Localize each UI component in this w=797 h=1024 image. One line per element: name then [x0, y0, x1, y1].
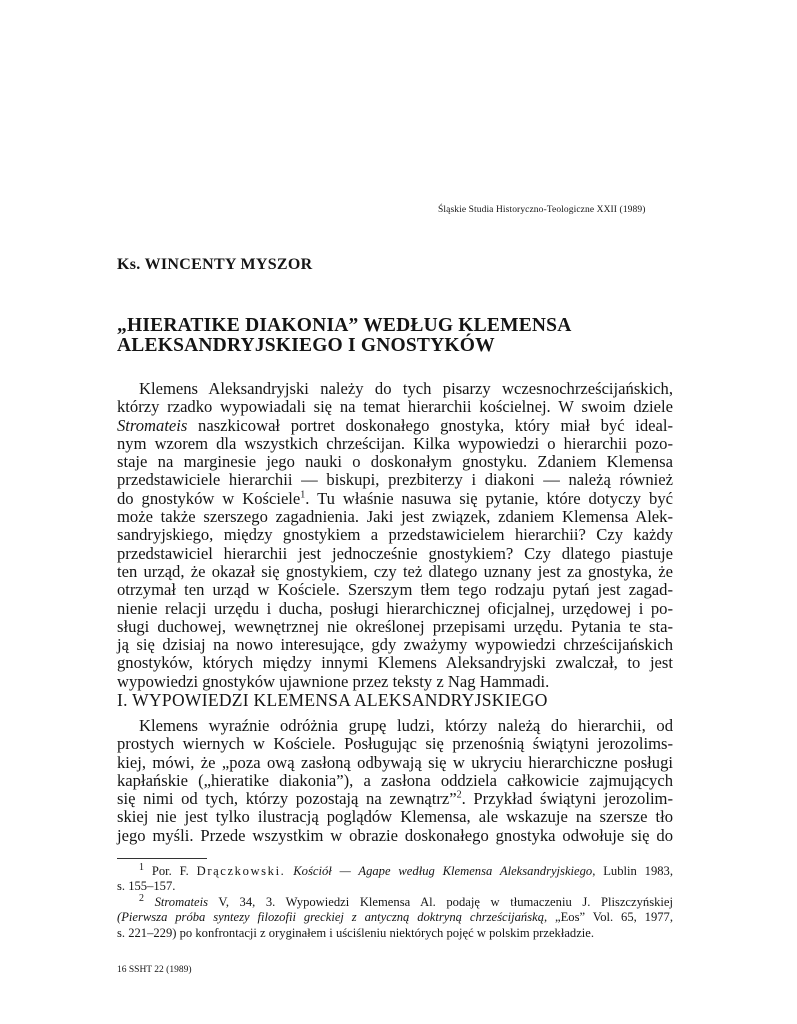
footnotes	[117, 861, 673, 941]
footnote-2-cont	[117, 910, 673, 925]
text-line: skiej nie jest tylko ilustracją poglądów Klemensa, ale wskazuje na szersze tło	[117, 807, 673, 827]
text-line: otrzymał ten urząd w Kościele. Szerszym tłem tego rodzaju pytań jest zagad-	[117, 580, 673, 600]
text-segment: . Tu właśnie nasuwa się pytanie, które dotyczy być	[305, 488, 673, 508]
work-title: Stromateis	[117, 415, 188, 435]
title-line-2: ALEKSANDRYJSKIEGO I GNOSTYKÓW	[117, 335, 495, 356]
text-line: jego myśli. Przede wszystkim w obrazie doskonałego gnostyka odwołuje się do	[117, 825, 673, 845]
text-line: sandryjskiego, między gnostykiem a przedstawicielem hierarchii? Czy każdy	[117, 525, 673, 545]
text-line: sługi duchowej, wewnętrznej nie określonej przepisami urzędu. Pytania te sta-	[117, 616, 673, 636]
text-segment: , Lublin 1983,	[592, 864, 673, 878]
footnote-2	[117, 892, 673, 910]
text-line: kapłańskie („hieratike diakonia”), a zasłona oddziela całkowicie zajmujących	[117, 770, 673, 790]
text-segment: . Przykład świątyni jerozolim-	[461, 789, 673, 809]
cited-title: Kościół — Agape według Klemensa Aleksandryjskiego	[293, 864, 593, 878]
printer-signature: 16 SSHT 22 (1989)	[117, 965, 192, 975]
text-segment: Por. F.	[151, 864, 189, 878]
text-line	[117, 490, 673, 508]
footnote-2-cont: s. 221–229) po konfrontacji z oryginałem i uściśleniu niektórych pojęć w polskim przekładzie.	[117, 925, 595, 940]
footnote-ref: 1	[300, 489, 306, 501]
text-line: staje na marginesie jego nauki o doskonałym gnostyku. Zdaniem Klemensa	[117, 452, 673, 472]
footnote-1-cont: s. 155–157.	[117, 879, 176, 894]
text-line: którzy rzadko wypowiadali się na temat hierarchii kościelnej. W swoim dziele	[117, 397, 673, 417]
cited-author: Drączkowski.	[196, 864, 286, 878]
footnote-1	[117, 861, 673, 879]
text-line: prostych wiernych w Kościele. Posługując się przenośnią świątyni jerozolims-	[117, 734, 673, 754]
text-line: nienie relacji urzędu i ducha, posługi hierarchicznej oficjalnej, urzędowej i po-	[117, 598, 673, 618]
text-segment: naszkicował portret doskonałego gnostyka, który miał być ideal-	[198, 415, 673, 435]
running-head: Śląskie Studia Historyczno-Teologiczne XXII (1989)	[438, 205, 646, 215]
text-line: nym wzorem dla wszystkich chrześcijan. Kilka wypowiedzi o hierarchii pozo-	[117, 433, 673, 453]
text-line: Klemens wyraźnie odróżnia grupę ludzi, którzy należą do hierarchii, od	[139, 716, 673, 735]
text-line	[117, 417, 673, 435]
text-line: gnostyków, których między innymi Klemens Aleksandryjski zwalczał, to jest	[117, 653, 673, 673]
work-title: Stromateis	[154, 894, 208, 909]
text-segment: , „Eos” Vol. 65, 1977,	[544, 910, 673, 925]
title-line-1: „HIERATIKE DIAKONIA” WEDŁUG KLEMENSA	[117, 315, 572, 336]
text-line: kiej, mówi, że „poza ową zasłoną odbywają się w ukryciu hierarchiczne posługi	[117, 752, 673, 772]
paragraph-section-1	[117, 717, 673, 845]
text-line: Klemens Aleksandryjski należy do tych pisarzy wczesnochrześcijańskich,	[139, 379, 673, 398]
text-line: wypowiedzi gnostyków ujawnione przez teksty z Nag Hammadi.	[117, 671, 550, 691]
text-line: ten urząd, że okazał się gnostykiem, czy też dlatego uznany jest za gnostyka, że	[117, 561, 673, 581]
article-title	[117, 316, 677, 356]
text-line	[117, 790, 673, 808]
footnote-divider	[117, 858, 207, 859]
section-heading: I. WYPOWIEDZI KLEMENSA ALEKSANDRYJSKIEGO	[117, 690, 548, 710]
footnote-marker: 1	[139, 861, 144, 873]
text-segment: do gnostyków w Kościele	[117, 488, 301, 508]
text-segment: się nimi od tych, którzy pozostają na zewnątrz”	[117, 789, 457, 809]
text-line: może także szerszego zagadnienia. Jaki jest związek, zdaniem Klemensa Alek-	[117, 507, 673, 527]
cited-title: (Pierwsza próba syntezy filozofii greckiej z antyczną doktryną chrześcijańską	[117, 910, 544, 925]
footnote-ref: 2	[456, 789, 462, 801]
paragraph-intro	[117, 380, 673, 691]
text-line: przedstawiciele hierarchii — biskupi, prezbiterzy i diakoni — należą również	[117, 470, 673, 490]
author-name: Ks. WINCENTY MYSZOR	[117, 256, 313, 273]
footnote-marker: 2	[139, 892, 144, 904]
text-segment: V, 34, 3. Wypowiedzi Klemensa Al. podaję w tłumaczeniu J. Pliszczyńskiej	[218, 894, 673, 909]
text-line: przedstawiciel hierarchii jest jednocześnie gnostykiem? Czy dlatego piastuje	[117, 543, 673, 563]
text-line: ją się dzisiaj na nowo interesujące, gdy zważymy wypowiedzi chrześcijańskich	[117, 635, 673, 655]
